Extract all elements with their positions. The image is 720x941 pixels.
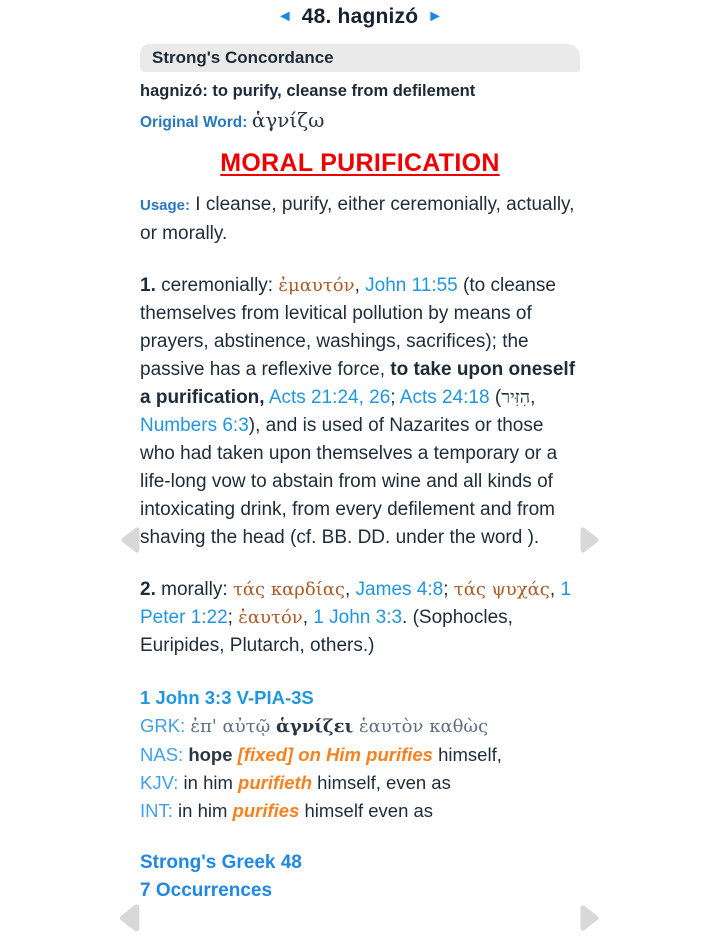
page-title: 48. hagnizó xyxy=(301,5,419,28)
scripture-link[interactable]: Acts 24:18 xyxy=(399,387,490,408)
greek-word: ἑαυτὸν καθὼς xyxy=(353,716,489,737)
lemma-definition: hagnizó: to purify, cleanse from defilement xyxy=(140,82,476,100)
text-segment: hope xyxy=(188,744,238,765)
text-segment: himself even as xyxy=(299,800,434,821)
strongs-greek-48-link[interactable]: Strong's Greek 48 xyxy=(140,852,302,873)
text-segment: himself, even as xyxy=(312,772,451,793)
text-segment: , xyxy=(549,579,561,600)
greek-word: ἁγνίζει xyxy=(276,716,354,737)
footer-links xyxy=(140,849,580,905)
main-content xyxy=(140,44,580,905)
verse-occurrence-block xyxy=(140,684,580,825)
text-segment: ceremonially: xyxy=(155,275,279,296)
text-segment: . (Sophocles, Euripides, Plutarch, others.) xyxy=(140,607,513,656)
scripture-link[interactable]: 1 John 3:3 xyxy=(313,607,403,628)
verse-line-kjv xyxy=(140,769,580,797)
original-word-label: Original Word: xyxy=(140,114,248,131)
section-header-strongs-concordance: Strong's Concordance xyxy=(140,44,580,72)
text-segment: in him xyxy=(183,772,239,793)
text-segment: purifies xyxy=(232,800,300,821)
verse-line-int xyxy=(140,797,580,825)
text-segment: [fixed] on Him purifies xyxy=(237,744,433,765)
scripture-link[interactable]: Acts 21:24, 26 xyxy=(268,387,391,408)
greek-word: ἐμαυτόν xyxy=(278,275,355,296)
kjv-label: KJV: xyxy=(140,772,184,793)
grk-label: GRK: xyxy=(140,715,191,736)
text-segment: , xyxy=(344,579,356,600)
scripture-link[interactable]: 1 Peter 1:22 xyxy=(140,579,572,628)
text-segment: purifieth xyxy=(238,772,313,793)
page-left-chevron-bottom-icon[interactable] xyxy=(115,901,142,935)
moral-purification-banner: MORAL PURIFICATION xyxy=(220,149,500,177)
page-right-chevron-bottom-icon[interactable] xyxy=(578,903,603,933)
text-segment: , xyxy=(530,387,536,408)
text-segment: , xyxy=(302,607,314,628)
text-segment: ; xyxy=(227,607,239,628)
text-segment: , xyxy=(354,275,366,296)
hebrew-word: הִזִּיר xyxy=(501,387,531,408)
definition-paragraph-morally xyxy=(140,576,580,660)
definition-paragraph-ceremonially xyxy=(140,272,580,552)
int-label: INT: xyxy=(140,800,179,821)
text-segment: himself, xyxy=(432,744,502,765)
verse-line-grk xyxy=(140,712,580,741)
text-segment: morally: xyxy=(155,579,233,600)
usage-label: Usage: xyxy=(140,197,191,214)
text-segment: ), and is used of Nazarites or those who had taken upon themselves a temporary or a life-long vow to abstain from wine and all kinds of intoxicating drink, from every defilement and from shaving the head (cf. BB. DD. under the word ). xyxy=(140,415,558,548)
original-word-greek: ἁγνίζω xyxy=(251,108,325,132)
text-segment: ( xyxy=(489,387,502,408)
greek-word: τάς ψυχάς xyxy=(453,579,550,600)
nas-label: NAS: xyxy=(140,744,189,765)
text-segment: 1. xyxy=(140,275,156,296)
verse-reference-link[interactable]: 1 John 3:3 V-PIA-3S xyxy=(140,687,314,708)
usage-text: I cleanse, purify, either ceremonially, actually, or morally. xyxy=(140,194,575,244)
scripture-link[interactable]: John 11:55 xyxy=(365,275,458,296)
text-segment: to take upon oneself a purification, xyxy=(140,359,576,408)
entry-header xyxy=(0,0,720,29)
verse-line-nas xyxy=(140,741,580,769)
text-segment: in him xyxy=(178,800,233,821)
text-segment: ; xyxy=(443,579,454,600)
next-entry-arrow-icon[interactable]: ► xyxy=(427,8,444,25)
usage-line xyxy=(140,191,580,248)
scripture-link[interactable]: Numbers 6:3 xyxy=(140,415,249,436)
page-right-chevron-icon[interactable] xyxy=(578,525,603,555)
text-segment: 2. xyxy=(140,579,156,600)
text-segment: ; xyxy=(390,387,400,408)
greek-word: ἑαυτόν xyxy=(238,607,303,628)
greek-word: τάς καρδίας xyxy=(232,579,345,600)
prev-entry-arrow-icon[interactable]: ◄ xyxy=(276,8,293,25)
greek-word: ἐπ' αὐτῷ xyxy=(190,716,276,737)
scripture-link[interactable]: James 4:8 xyxy=(355,579,444,600)
occurrences-link[interactable]: 7 Occurrences xyxy=(140,880,273,901)
original-word-line xyxy=(140,108,580,135)
text-segment: (to cleanse themselves from levitical pollution by means of prayers, abstinence, washings, sacrifices); the passive has a reflexive force, xyxy=(140,275,556,380)
page-left-chevron-icon[interactable] xyxy=(117,525,142,555)
